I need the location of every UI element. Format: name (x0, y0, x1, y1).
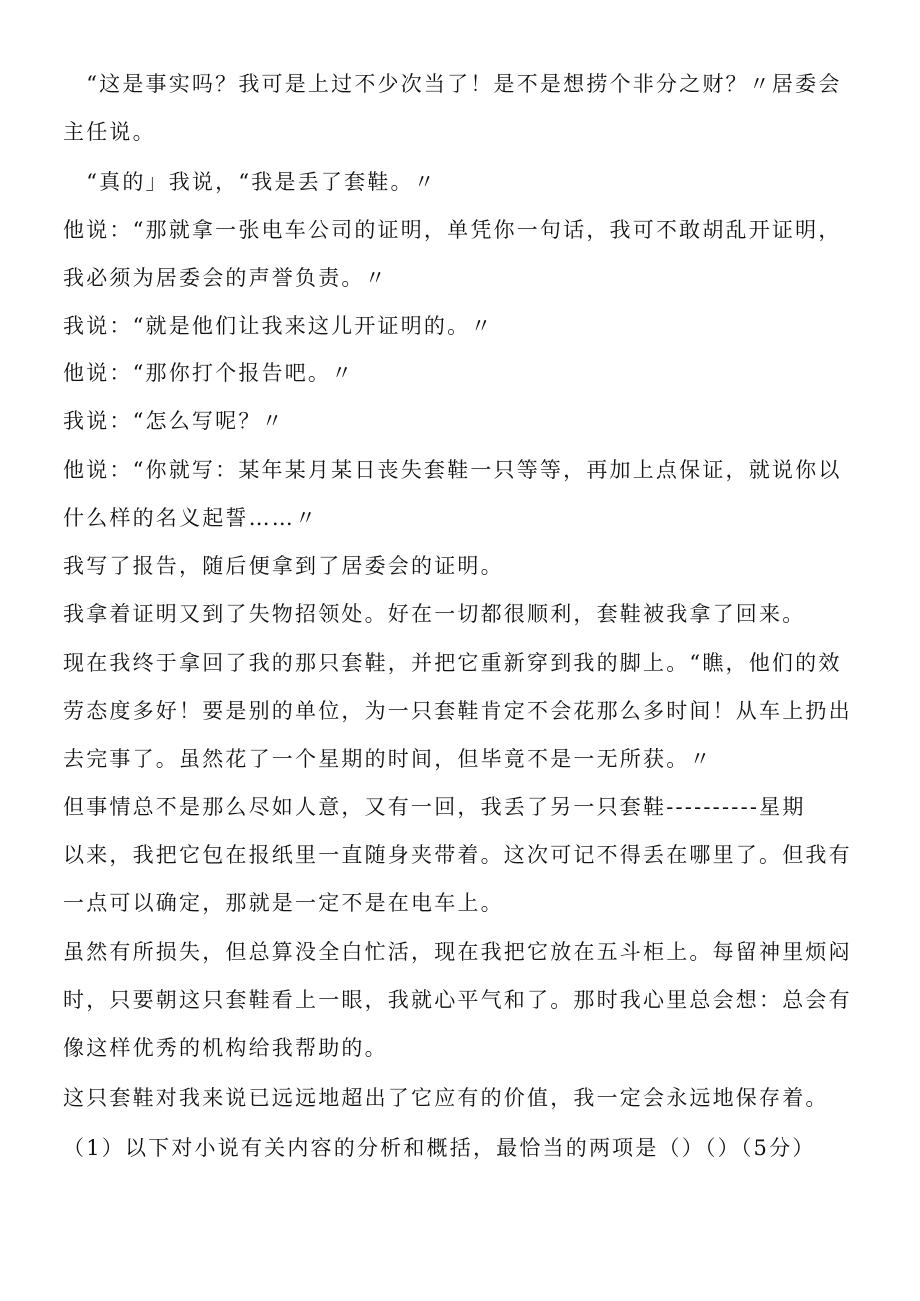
text-line: 时，只要朝这只套鞋看上一眼，我就心平气和了。那时我心里总会想：总会有 (63, 988, 852, 1012)
text-line: 他说：“你就写：某年某月某日丧失套鞋一只等等，再加上点保证，就说你以 (63, 458, 842, 482)
text-line: 但事情总不是那么尽如人意，又有一回，我丢了另一只套鞋----------星期 (63, 795, 806, 819)
text-line: 去完事了。虽然花了一个星期的时间，但毕竟不是一无所获。〃 (63, 747, 713, 771)
text-line: 我必须为居委会的声誉负责。〃 (63, 266, 388, 290)
text-line: 主任说。 (63, 120, 156, 144)
text-line: “真的」我说，“我是丢了套鞋。〃 (63, 170, 437, 194)
text-line: 现在我终于拿回了我的那只套鞋，并把它重新穿到我的脚上。“瞧，他们的效 (63, 651, 842, 675)
text-line: “这是事实吗？我可是上过不少次当了！是不是想捞个非分之财？〃居委会 (63, 72, 842, 96)
text-line: 我写了报告，随后便拿到了居委会的证明。 (63, 554, 504, 578)
text-line: 劳态度多好！要是别的单位，为一只套鞋肯定不会花那么多时间！从车上扔出 (63, 699, 852, 723)
text-line: 他说：“那就拿一张电车公司的证明，单凭你一句话，我可不敢胡乱开证明， (63, 218, 842, 242)
text-line: 我说：“怎么写呢？〃 (63, 409, 285, 433)
question-line: （1）以下对小说有关内容的分析和概括，最恰当的两项是（）（）（5分） (63, 1136, 816, 1160)
text-line: 以来，我把它包在报纸里一直随身夹带着。这次可记不得丢在哪里了。但我有 (63, 843, 852, 867)
text-line: 这只套鞋对我来说已远远地超出了它应有的价值，我一定会永远地保存着。 (63, 1086, 829, 1110)
text-line: 像这样优秀的机构给我帮助的。 (63, 1036, 388, 1060)
text-line: 虽然有所损失，但总算没全白忙活，现在我把它放在五斗柜上。每留神里烦闷 (63, 940, 852, 964)
text-line: 我拿着证明又到了失物招领处。好在一切都很顺利，套鞋被我拿了回来。 (63, 602, 806, 626)
text-line: 什么样的名义起誓……〃 (63, 506, 319, 530)
text-line: 一点可以确定，那就是一定不是在电车上。 (63, 891, 504, 915)
text-line: 我说：“就是他们让我来这儿开证明的。〃 (63, 314, 494, 338)
text-line: 他说：“那你打个报告吧。〃 (63, 361, 355, 385)
